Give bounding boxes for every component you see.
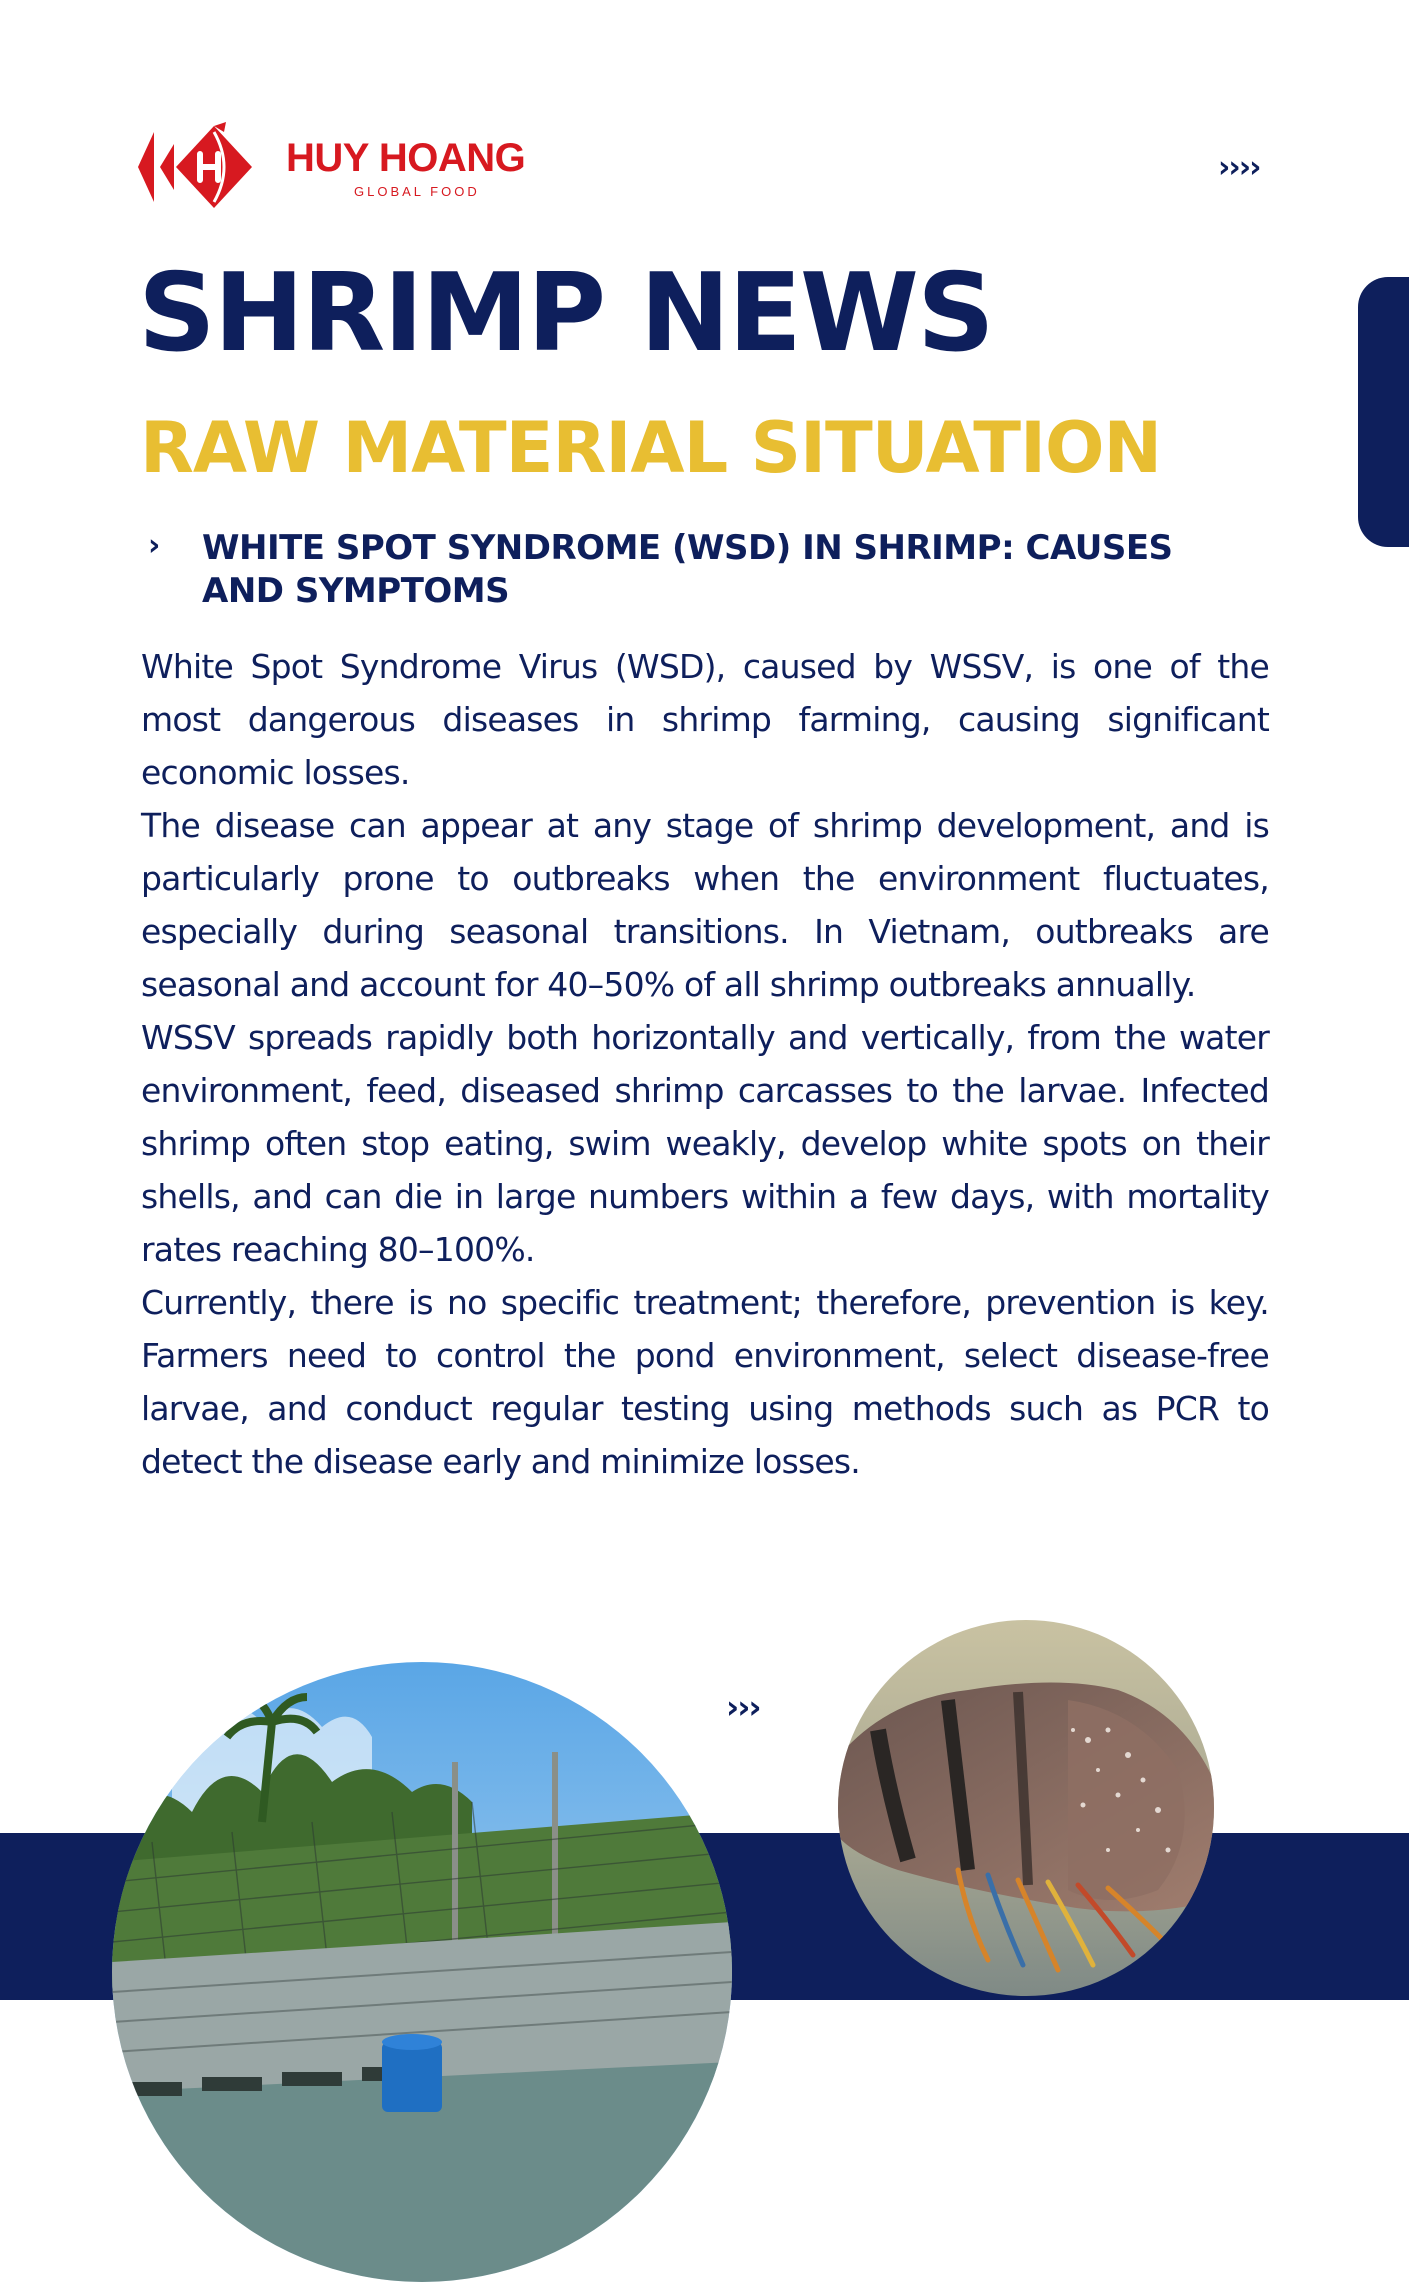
infected-shrimp-photo [838, 1620, 1214, 1996]
paragraph: The disease can appear at any stage of shrimp development, and is particularly prone to outbreaks when the environment fluctuates, especially during seasonal transitions. In Vietnam, outbreaks are seasonal and account for 40–50% of all shrimp outbreaks annually. [141, 806, 1269, 1004]
article-body [141, 640, 1269, 1488]
chevron-right-icon: › [148, 528, 161, 563]
shrimp-photo-icon [838, 1620, 1214, 1996]
huy-hoang-logo-icon [138, 122, 256, 212]
paragraph: Currently, there is no specific treatment; therefore, prevention is key. Farmers need to control the pond environment, select disease-free larvae, and conduct regular testing using methods such as PCR to detect the disease early and minimize losses. [141, 1283, 1269, 1481]
divider-chevrons-icon: ››› [726, 1688, 760, 1726]
section-heading: WHITE SPOT SYNDROME (WSD) IN SHRIMP: CAUSES AND SYMPTOMS [202, 528, 1173, 611]
page-subtitle: RAW MATERIAL SITUATION [140, 407, 1162, 489]
side-tab-decoration [1358, 277, 1409, 547]
brand-tagline: GLOBAL FOOD [354, 184, 480, 199]
page-title: SHRIMP NEWS [138, 251, 993, 376]
chevrons-icon: ›››› [1218, 150, 1260, 185]
shrimp-farm-photo [112, 1662, 732, 2282]
brand-name: HUY HOANG [286, 136, 526, 180]
paragraph: White Spot Syndrome Virus (WSD), caused by WSSV, is one of the most dangerous diseases in shrimp farming, causing significant economic losses. [141, 647, 1269, 792]
pond-photo-icon [112, 1662, 732, 2282]
brand-logo [138, 122, 538, 212]
paragraph: WSSV spreads rapidly both horizontally and vertically, from the water environment, feed, diseased shrimp carcasses to the larvae. Infected shrimp often stop eating, swim weakly, develop white spots on their shells, and can die in large numbers within a few days, with mortality rates reaching 80–100%. [141, 1018, 1269, 1269]
